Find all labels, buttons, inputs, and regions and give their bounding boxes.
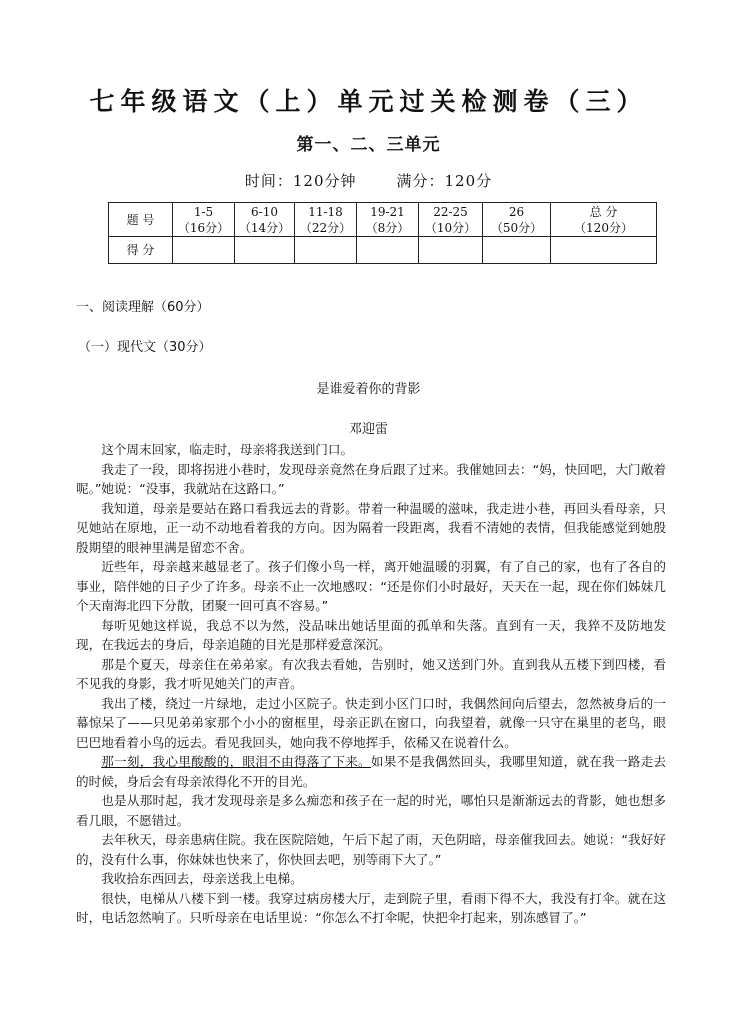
paragraph: 很快，电梯从八楼下到一楼。我穿过病房楼大厅，走到院子里，看雨下得不大，我没有打伞。就在这时，电话忽然响了。只听母亲在电话里说：“你怎么不打伞呢，快把伞打起来，别冻感冒了。” bbox=[76, 890, 666, 925]
col-header: 11-18 （22分） bbox=[295, 203, 357, 237]
score-cell[interactable] bbox=[419, 237, 483, 264]
article-author: 邓迎雷 bbox=[348, 422, 388, 437]
section-heading-reading: 一、阅读理解（60分） bbox=[76, 300, 210, 315]
score-cell[interactable] bbox=[173, 237, 235, 264]
paragraph: 我知道，母亲是要站在路口看我远去的背影。带着一种温暖的滋味，我走进小巷，再回头看母亲，只见她站在原地，正一动不动地看着我的方向。因为隔着一段距离，我看不清她的表情，但我能感觉到她殷殷期望的眼神里满是留恋不舍。 bbox=[76, 500, 666, 555]
score-cell[interactable] bbox=[295, 237, 357, 264]
paragraph: 我出了楼，绕过一片绿地，走过小区院子。快走到小区门口时，我偶然间向后望去，忽然被身后的一幕惊呆了——只见弟弟家那个小小的窗框里，母亲正趴在窗口，向我望着，就像一只守在巢里的老鸟，眼巴巴地看着小鸟的远去。看见我回头，她向我不停地挥手，依稀又在说着什么。 bbox=[76, 695, 666, 750]
score-cell[interactable] bbox=[357, 237, 419, 264]
underlined-sentence: 那一刻，我心里酸酸的，眼泪不由得落了下来。 bbox=[101, 754, 371, 769]
score-cell[interactable] bbox=[235, 237, 295, 264]
exam-title: 七年级语文（上）单元过关检测卷（三） bbox=[89, 87, 648, 116]
score-table-header-row bbox=[109, 203, 657, 237]
score-table-score-row bbox=[109, 237, 657, 264]
paragraph bbox=[76, 752, 666, 791]
article-body bbox=[76, 440, 666, 928]
paragraph-rest: 如果不是我偶然回头，我哪里知道，就在我一路走去的时候，身后会有母亲浓得化不开的目光。 bbox=[76, 754, 667, 789]
paragraph: 近些年，母亲越来越显老了。孩子们像小鸟一样，离开她温暖的羽翼，有了自己的家，也有了各自的事业，陪伴她的日子少了许多。母亲不止一次地感叹：“还是你们小时最好，天天在一起，现在你们姊妹几个天南海北四下分散，团聚一回可真不容易。” bbox=[76, 559, 666, 613]
exam-full-score: 满分：120分 bbox=[396, 172, 493, 190]
col-header: 19-21 （8分） bbox=[357, 203, 419, 237]
col-header: 6-10 （14分） bbox=[235, 203, 295, 237]
col-header: 22-25 （10分） bbox=[419, 203, 483, 237]
exam-time-score bbox=[0, 170, 737, 191]
paragraph: 我收拾东西回去，母亲送我上电梯。 bbox=[101, 871, 303, 886]
score-table bbox=[108, 202, 657, 264]
paragraph: 每听见她这样说，我总不以为然，没品味出她话里面的孤单和失落。直到有一天，我猝不及防地发现，在我远去的身后，母亲追随的目光是那样爱意深沉。 bbox=[76, 617, 666, 652]
col-header: 1-5 （16分） bbox=[173, 203, 235, 237]
section-heading-modern-text: （一）现代文（30分） bbox=[78, 340, 212, 355]
paragraph: 也是从那时起，我才发现母亲是多么痴恋和孩子在一起的时光，哪怕只是渐渐远去的背影，她也想多看几眼，不愿错过。 bbox=[76, 793, 666, 828]
article-title: 是谁爱着你的背影 bbox=[316, 382, 421, 397]
exam-time: 时间：120分钟 bbox=[244, 172, 357, 190]
score-label: 得 分 bbox=[109, 237, 173, 264]
paragraph: 那是个夏天，母亲住在弟弟家。有次我去看她，告别时，她又送到门外。直到我从五楼下到四楼，看不见我的身影，我才听见她关门的声音。 bbox=[76, 656, 666, 691]
score-cell[interactable] bbox=[551, 237, 657, 264]
paragraph: 去年秋天，母亲患病住院。我在医院陪她，午后下起了雨，天色阴暗，母亲催我回去。她说：“我好好的，没有什么事，你妹妹也快来了，你快回去吧，别等雨下大了。” bbox=[76, 832, 666, 867]
col-header: 总 分 （120分） bbox=[551, 203, 657, 237]
exam-subtitle: 第一、二、三单元 bbox=[296, 135, 441, 155]
paragraph: 这个周末回家，临走时，母亲将我送到门口。 bbox=[101, 442, 354, 457]
score-cell[interactable] bbox=[483, 237, 551, 264]
row-label: 题 号 bbox=[109, 203, 173, 237]
col-header: 26 （50分） bbox=[483, 203, 551, 237]
paragraph: 我走了一段，即将拐进小巷时，发现母亲竟然在身后跟了过来。我催她回去：“妈，快回吧，大门敞着呢。”她说：“没事，我就站在这路口。” bbox=[76, 461, 666, 496]
